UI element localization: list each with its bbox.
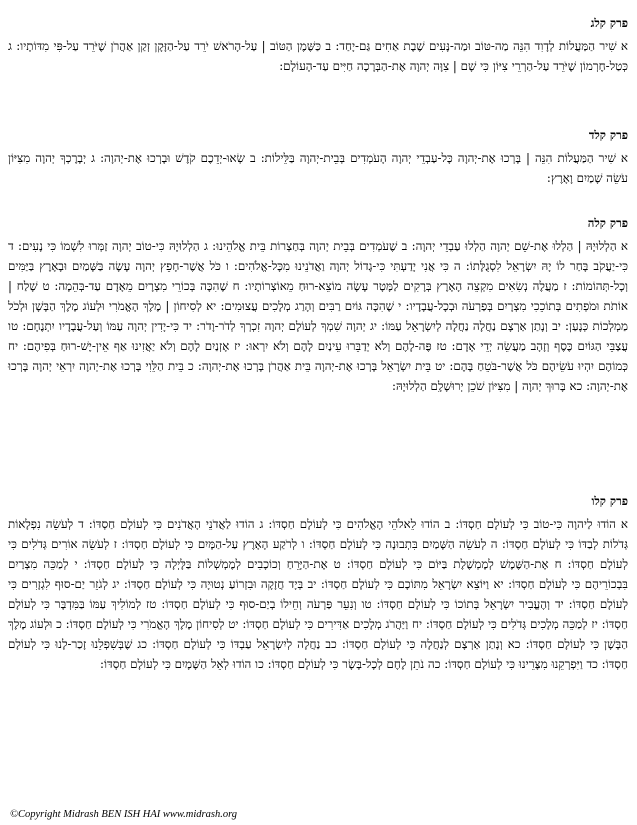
chapter-heading: פרק קלד	[588, 128, 628, 142]
chapter-135	[8, 216, 628, 396]
chapter-text: א הַלְלוּיָהּ | הַלְלוּ אֶת-שֵׁם יְהוָה הַלְלוּ עַבְדֵי יְהוָה: ב שֶׁעֹמְדִים בְּבֵית יְהוָה בְּחַצְרוֹת בֵּית אֱלֹהֵינוּ: ג הַלְלוּיָהּ כִּי-טוֹב יְהוָה זַמְּרוּ לִשְׁמוֹ כִּי נָעִים: ד כִּי-יַעֲקֹב בָּחַר לוֹ יָהּ יִשְׂרָאֵל לִסְגֻלָּתוֹ: ה כִּי אֲנִי יָדַעְתִּי כִּי-גָדוֹל יְהוָה וַאֲדֹנֵינוּ מִכָּל-אֱלֹהִים: ו כֹּל אֲשֶׁר-חָפֵץ יְהוָה עָשָׂה בַּשָּׁמַיִם וּבָאָרֶץ בַּיַּמִּים וְכָל-תְּהוֹמוֹת: ז מַעֲלֶה נְשִׂאִים מִקְצֵה הָאָרֶץ בְּרָקִים לַמָּטָר עָשָׂה מוֹצֵא-רוּחַ מֵאוֹצְרוֹתָיו: ח שֶׁהִכָּה בְּכוֹרֵי מִצְרָיִם מֵאָדָם עַד-בְּהֵמָה: ט שָׁלַח | אוֹתֹת וּמֹפְתִים בְּתוֹכֵכִי מִצְרָיִם בְּפַרְעֹה וּבְכָל-עֲבָדָיו: י שֶׁהִכָּה גּוֹיִם רַבִּים וְהָרַג מְלָכִים עֲצוּמִים: יא לְסִיחוֹן | מֶלֶךְ הָאֱמֹרִי וּלְעוֹג מֶלֶךְ הַבָּשָׁן וּלְכֹל מַמְלְכוֹת כְּנָעַן: יב וְנָתַן אַרְצָם נַחֲלָה נַחֲלָה לְיִשְׂרָאֵל עַמּוֹ: יג יְהוָה שִׁמְךָ לְעוֹלָם יְהוָה זִכְרְךָ לְדֹר-וָדֹר: יד כִּי-יָדִין יְהוָה עַמּוֹ וְעַל-עֲבָדָיו יִתְנֶחָם: טו עֲצַבֵּי הַגּוֹיִם כֶּסֶף וְזָהָב מַעֲשֵׂה יְדֵי אָדָם: טז פֶּה-לָהֶם וְלֹא יְדַבֵּרוּ עֵינַיִם לָהֶם וְלֹא יִרְאוּ: יז אָזְנַיִם לָהֶם וְלֹא יַאֲזִינוּ אַף אֵין-יֶשׁ-רוּחַ בְּפִיהֶם: יח כְּמוֹהֶם יִהְיוּ עֹשֵׂיהֶם כֹּל אֲשֶׁר-בֹּטֵחַ בָּהֶם: יט בֵּית יִשְׂרָאֵל בָּרְכוּ אֶת-יְהוָה בֵּית אַהֲרֹן בָּרְכוּ אֶת-יְהוָה: כ בֵּית הַלֵּוִי בָּרְכוּ אֶת-יְהוָה יִרְאֵי יְהוָה בָּרְכוּ אֶת-יְהוָה: כא בָּרוּךְ יְהוָה | מִצִּיּוֹן שֹׁכֵן יְרוּשָׁלִָם הַלְלוּיָהּ:	[8, 239, 628, 393]
chapter-heading: פרק קלה	[587, 216, 628, 230]
chapter-heading: פרק קלו	[591, 494, 628, 508]
chapter-text: א שִׁיר הַמַּעֲלוֹת הִנֵּה | בָּרְכוּ אֶת-יְהוָה כָּל-עַבְדֵי יְהוָה הָעֹמְדִים בְּבֵית-יְהוָה בַּלֵּילוֹת: ב שְׂאוּ-יְדֵכֶם קֹדֶשׁ וּבָרְכוּ אֶת-יְהוָה: ג יְבָרֶכְךָ יְהוָה מִצִּיּוֹן עֹשֵׂה שָׁמַיִם וָאָרֶץ:	[8, 151, 628, 185]
chapter-heading: פרק קלג	[590, 16, 628, 30]
chapter-133	[8, 16, 628, 76]
copyright-footer: ©Copyright Midrash BEN ISH HAI www.midrash.org	[10, 809, 238, 820]
chapter-text: א שִׁיר הַמַּעֲלוֹת לְדָוִד הִנֵּה מַה-טּוֹב וּמַה-נָּעִים שֶׁבֶת אַחִים גַּם-יָחַד: ב כַּשֶּׁמֶן הַטּוֹב | עַל-הָרֹאשׁ יֹרֵד עַל-הַזָּקָן זְקַן אַהֲרֹן שֶׁיֹּרֵד עַל-פִּי מִדּוֹתָיו: ג כְּטַל-חֶרְמוֹן שֶׁיֹּרֵד עַל-הַרְרֵי צִיּוֹן כִּי שָׁם | צִוָּה יְהוָה אֶת-הַבְּרָכָה חַיִּים עַד-הָעוֹלָם:	[8, 39, 628, 73]
chapter-text: א הוֹדוּ לַיהוָה כִּי-טוֹב כִּי לְעוֹלָם חַסְדּוֹ: ב הוֹדוּ לֵאלֹהֵי הָאֱלֹהִים כִּי לְעוֹלָם חַסְדּוֹ: ג הוֹדוּ לַאֲדֹנֵי הָאֲדֹנִים כִּי לְעוֹלָם חַסְדּוֹ: ד לְעֹשֵׂה נִפְלָאוֹת גְּדֹלוֹת לְבַדּוֹ כִּי לְעוֹלָם חַסְדּוֹ: ה לְעֹשֵׂה הַשָּׁמַיִם בִּתְבוּנָה כִּי לְעוֹלָם חַסְדּוֹ: ו לְרֹקַע הָאָרֶץ עַל-הַמָּיִם כִּי לְעוֹלָם חַסְדּוֹ: ז לְעֹשֵׂה אוֹרִים גְּדֹלִים כִּי לְעוֹלָם חַסְדּוֹ: ח אֶת-הַשֶּׁמֶשׁ לְמֶמְשֶׁלֶת בַּיּוֹם כִּי לְעוֹלָם חַסְדּוֹ: ט אֶת-הַיָּרֵחַ וְכוֹכָבִים לְמֶמְשְׁלוֹת בַּלָּיְלָה כִּי לְעוֹלָם חַסְדּוֹ: י לְמַכֵּה מִצְרַיִם בִּבְכוֹרֵיהֶם כִּי לְעוֹלָם חַסְדּוֹ: יא וַיּוֹצֵא יִשְׂרָאֵל מִתּוֹכָם כִּי לְעוֹלָם חַסְדּוֹ: יב בְּיָד חֲזָקָה וּבִזְרוֹעַ נְטוּיָה כִּי לְעוֹלָם חַסְדּוֹ: יג לְגֹזֵר יַם-סוּף לִגְזָרִים כִּי לְעוֹלָם חַסְדּוֹ: יד וְהֶעֱבִיר יִשְׂרָאֵל בְּתוֹכוֹ כִּי לְעוֹלָם חַסְדּוֹ: טו וְנִעֵר פַּרְעֹה וְחֵילוֹ בְיַם-סוּף כִּי לְעוֹלָם חַסְדּוֹ: טז לְמוֹלִיךְ עַמּוֹ בַּמִּדְבָּר כִּי לְעוֹלָם חַסְדּוֹ: יז לְמַכֵּה מְלָכִים גְּדֹלִים כִּי לְעוֹלָם חַסְדּוֹ: יח וַיַּהֲרֹג מְלָכִים אַדִּירִים כִּי לְעוֹלָם חַסְדּוֹ: יט לְסִיחוֹן מֶלֶךְ הָאֱמֹרִי כִּי לְעוֹלָם חַסְדּוֹ: כ וּלְעוֹג מֶלֶךְ הַבָּשָׁן כִּי לְעוֹלָם חַסְדּוֹ: כא וְנָתַן אַרְצָם לְנַחֲלָה כִּי לְעוֹלָם חַסְדּוֹ: כב נַחֲלָה לְיִשְׂרָאֵל עַבְדּוֹ כִּי לְעוֹלָם חַסְדּוֹ: כג שֶׁבְּשִׁפְלֵנוּ זָכַר-לָנוּ כִּי לְעוֹלָם חַסְדּוֹ: כד וַיִּפְרְקֵנוּ מִצָּרֵינוּ כִּי לְעוֹלָם חַסְדּוֹ: כה נֹתֵן לֶחֶם לְכָל-בָּשָׂר כִּי לְעוֹלָם חַסְדּוֹ: כו הוֹדוּ לְאֵל הַשָּׁמָיִם כִּי לְעוֹלָם חַסְדּוֹ:	[8, 517, 628, 671]
chapter-136	[8, 494, 628, 674]
chapter-134	[8, 128, 628, 188]
